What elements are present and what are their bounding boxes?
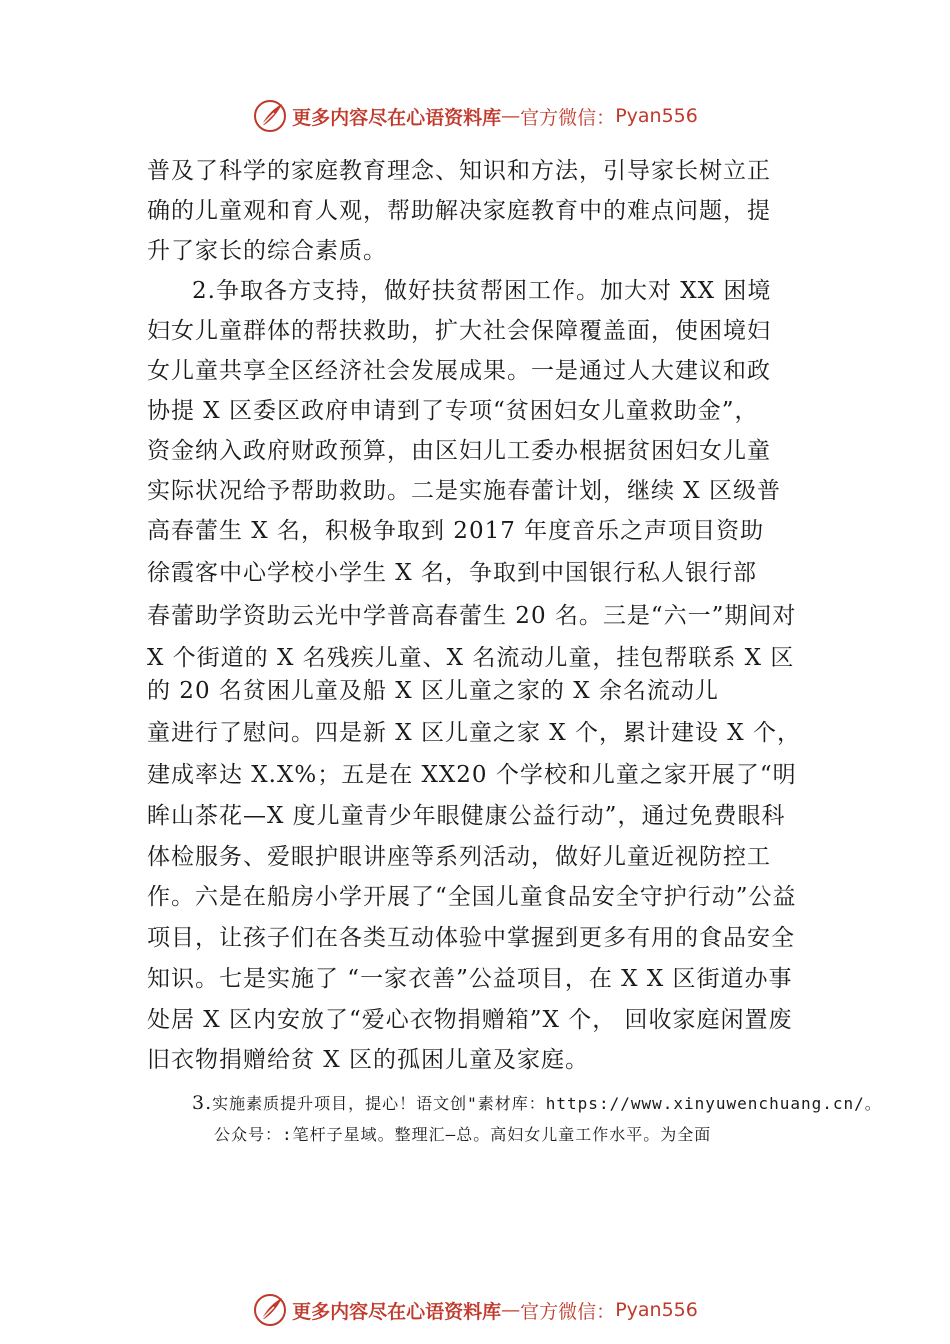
body-line: 处居 X 区内安放了“爱心衣物捐赠箱”X 个， 回收家庭闲置废: [147, 1007, 793, 1033]
footnote-line-2: 公众号：:笔杆子星域。整理汇—总。高妇女儿童工作水平。为全面: [214, 1125, 712, 1144]
body-line: 旧衣物捐赠给贫 X 区的孤困儿童及家庭。: [147, 1047, 589, 1073]
body-line: 2.争取各方支持，做好扶贫帮困工作。加大对 XX 困境: [192, 278, 772, 304]
body-line: 建成率达 X.X%；五是在 XX20 个学校和儿童之家开展了“明: [147, 762, 797, 788]
banner-dash: —: [501, 105, 521, 127]
banner-brand: 更多内容尽在心语资料库: [292, 1300, 502, 1323]
footnote-line-1: [192, 1092, 882, 1115]
quill-logo-icon: [252, 98, 288, 134]
footnote-text: 实施素质提升项目，提心！语文创"素材库：https://www.xinyuwenchuang.cn/。: [212, 1094, 882, 1113]
header-banner: [0, 96, 950, 136]
body-line: 普及了科学的家庭教育理念、知识和方法，引导家长树立正: [147, 158, 771, 184]
body-line: 升了家长的综合素质。: [147, 238, 387, 264]
footnote-number: 3.: [192, 1092, 213, 1114]
banner-brand: 更多内容尽在心语资料库: [292, 106, 502, 129]
body-line: 项目，让孩子们在各类互动体验中掌握到更多有用的食品安全: [147, 925, 795, 951]
body-line: 女儿童共享全区经济社会发展成果。一是通过人大建议和政: [147, 358, 771, 384]
body-line: 知识。七是实施了 “一家衣善”公益项目，在 X X 区街道办事: [147, 966, 793, 992]
body-line: 资金纳入政府财政预算，由区妇儿工委办根据贫困妇女儿童: [147, 438, 771, 464]
body-line: 妇女儿童群体的帮扶救助，扩大社会保障覆盖面，使困境妇: [147, 318, 771, 344]
body-line: X 个街道的 X 名残疾儿童、X 名流动儿童，挂包帮联系 X 区: [147, 645, 795, 671]
banner-wechat-label: 官方微信：: [520, 106, 616, 129]
body-line: 体检服务、爱眼护眼讲座等系列活动，做好儿童近视防控工: [147, 844, 771, 870]
footer-banner: [0, 1290, 950, 1330]
body-line: 童进行了慰问。四是新 X 区儿童之家 X 个，累计建设 X 个，: [147, 720, 801, 746]
banner-dash: —: [501, 1299, 521, 1321]
banner-wechat-id: Pyan556: [615, 105, 698, 127]
quill-logo-icon: [252, 1292, 288, 1328]
body-line: 协提 X 区委区政府申请到了专项“贫困妇女儿童救助金”，: [147, 398, 759, 424]
body-line: 春蕾助学资助云光中学普高春蕾生 20 名。三是“六一”期间对: [147, 603, 797, 629]
body-line: 高春蕾生 X 名，积极争取到 2017 年度音乐之声项目资助: [147, 518, 765, 544]
body-line: 眸山茶花—X 度儿童青少年眼健康公益行动”，通过免费眼科: [147, 803, 786, 829]
body-line: 徐霞客中心学校小学生 X 名，争取到中国银行私人银行部: [147, 560, 757, 586]
body-line: 实际状况给予帮助救助。二是实施春蕾计划，继续 X 区级普: [147, 478, 781, 504]
body-line: 的 20 名贫困儿童及船 X 区儿童之家的 X 余名流动儿: [147, 678, 719, 704]
body-line: 作。六是在船房小学开展了“全国儿童食品安全守护行动”公益: [147, 884, 797, 910]
body-line: 确的儿童观和育人观，帮助解决家庭教育中的难点问题，提: [147, 198, 771, 224]
banner-wechat-label: 官方微信：: [520, 1300, 616, 1323]
banner-wechat-id: Pyan556: [615, 1299, 698, 1321]
